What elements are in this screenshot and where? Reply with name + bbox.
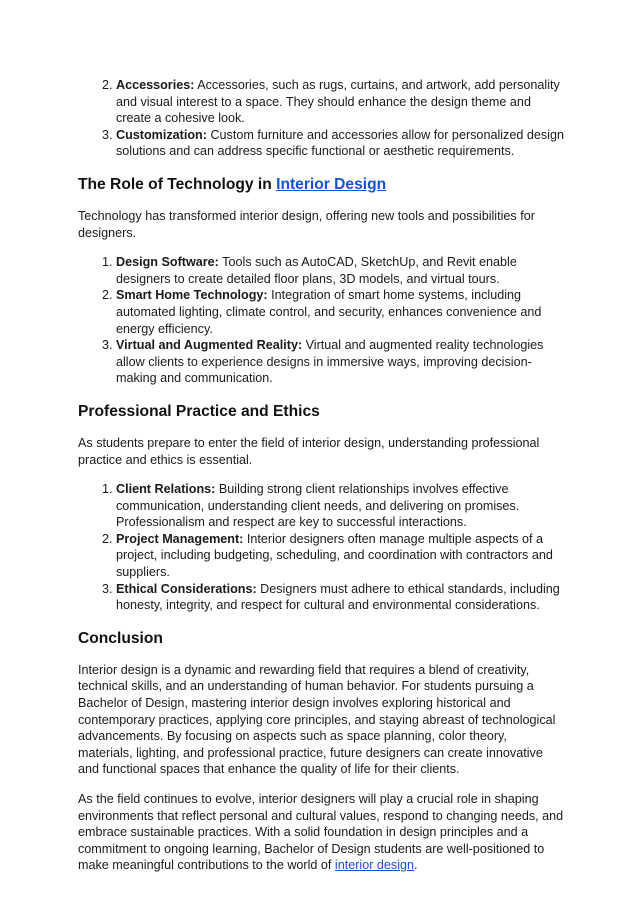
list-item-text: Accessories, such as rugs, curtains, and artwork, add personality and visual interest to a space. They should enhance the design theme and create a cohesive look.: [116, 78, 560, 126]
list-item-term: Project Management:: [116, 531, 244, 546]
conclusion-heading: Conclusion: [78, 629, 163, 647]
interior-design-link[interactable]: interior design: [334, 858, 415, 873]
technology-intro: Technology has transformed interior design, offering new tools and possibilities for designers.: [78, 208, 535, 240]
list-item: [116, 287, 564, 337]
list-item-text: Designers must adhere to ethical standards, including honesty, integrity, and respect for cultural and environmental considerations.: [116, 581, 560, 613]
list-item-term: Customization:: [116, 127, 207, 142]
conclusion-paragraph-2: [78, 791, 564, 874]
conclusion-paragraph-2-end: .: [414, 858, 418, 873]
list-item-term: Client Relations:: [116, 482, 216, 497]
interior-design-heading-link[interactable]: Interior Design: [276, 175, 387, 193]
design-elements-list: [78, 77, 564, 160]
list-item-term: Accessories:: [116, 78, 195, 92]
list-item-text: Interior designers often manage multiple aspects of a project, including budgeting, scheduling, and coordination with contractors and suppliers.: [116, 531, 553, 580]
list-item-text: Virtual and augmented reality technologies allow clients to experience designs in immersive ways, improving decision-making and communication.: [116, 338, 544, 386]
conclusion-paragraph-2-text: As the field continues to evolve, interior designers will play a crucial role in shaping environments that reflect personal and cultural values, respond to changing needs, and embrace sustainable practices. With a solid foundation in design principles and a commitment to ongoing learning, Bachelor of Design students are well-positioned to make meaningful contributions to the world of: [78, 792, 564, 873]
professional-heading: Professional Practice and Ethics: [78, 402, 320, 420]
conclusion-paragraph-1: Interior design is a dynamic and rewarding field that requires a blend of creativity, technical skills, and an understanding of human behavior. For students pursuing a Bachelor of Design, mastering interior design involves exploring historical and contemporary practices, applying core principles, and staying abreast of technological advancements. By focusing on aspects such as space planning, color theory, materials, lighting, and professional practice, future designers can create innovative and functional spaces that enhance the quality of life for their clients.: [78, 662, 556, 777]
technology-heading-prefix: The Role of Technology in: [78, 175, 277, 193]
list-item: [116, 254, 564, 287]
list-item: [116, 481, 564, 531]
technology-list: [78, 254, 564, 387]
list-item-text: Custom furniture and accessories allow for personalized design solutions and can address specific functional or aesthetic requirements.: [116, 127, 564, 159]
list-item-term: Smart Home Technology:: [116, 288, 268, 303]
list-item-term: Ethical Considerations:: [116, 581, 257, 596]
list-item-text: Building strong client relationships involves effective communication, understanding client needs, and delivering on promises. Professionalism and respect are key to successful interactions.: [116, 482, 520, 530]
list-item-term: Design Software:: [116, 255, 219, 270]
list-item: [116, 337, 564, 387]
list-item-term: Virtual and Augmented Reality:: [116, 338, 303, 353]
list-item: [116, 581, 564, 614]
list-item: [116, 127, 564, 160]
professional-list: [78, 481, 564, 614]
list-item-text: Tools such as AutoCAD, SketchUp, and Revit enable designers to create detailed floor plans, 3D models, and virtual tours.: [116, 255, 517, 286]
list-item: [116, 77, 564, 127]
list-item-text: Integration of smart home systems, including automated lighting, climate control, and security, enhances convenience and energy efficiency.: [116, 288, 542, 336]
technology-heading: [78, 175, 564, 195]
professional-intro: As students prepare to enter the field of interior design, understanding professional practice and ethics is essential.: [78, 435, 540, 467]
list-item: [116, 531, 564, 581]
